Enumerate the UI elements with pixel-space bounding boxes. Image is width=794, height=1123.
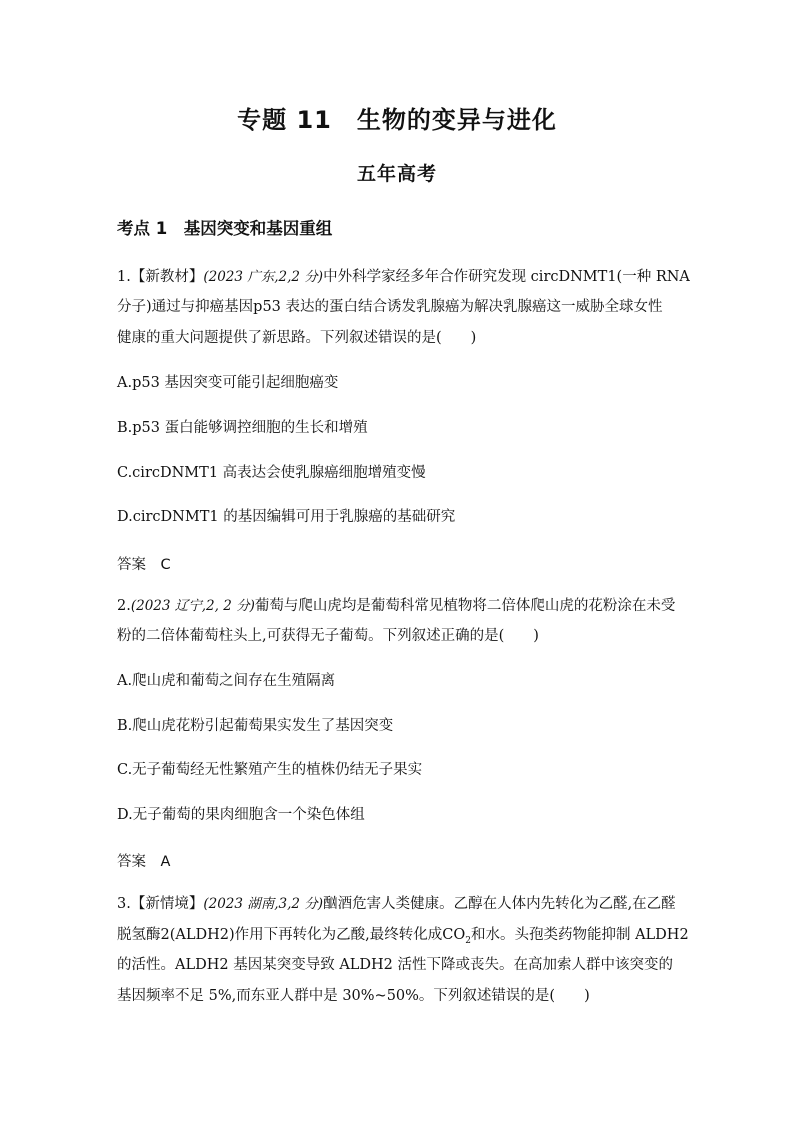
question-2-text-1: 葡萄与爬山虎均是葡萄科常见植物将二倍体爬山虎的花粉涂在未受 xyxy=(254,598,676,614)
question-1-answer: 答案 C xyxy=(117,557,171,573)
question-3-line-4: 基因频率不足 5%,而东亚人群中是 30%~50%。下列叙述错误的是( ) xyxy=(117,988,590,1004)
question-2-line-2: 粉的二倍体葡萄柱头上,可获得无子葡萄。下列叙述正确的是( ) xyxy=(117,628,539,644)
question-3-text-1: 酗酒危害人类健康。乙醇在人体内先转化为乙醛,在乙醛 xyxy=(323,896,676,912)
question-2-tag: 2. xyxy=(117,598,131,614)
question-3-text-2b: 和水。头孢类药物能抑制 ALDH2 xyxy=(470,927,689,943)
question-1-option-d: D.circDNMT1 的基因编辑可用于乳腺癌的基础研究 xyxy=(117,509,456,525)
question-3-source: (2023 湖南,3,2 分) xyxy=(203,896,324,912)
question-2-line-1 xyxy=(117,597,675,615)
question-1-text-1: 中外科学家经多年合作研究发现 circDNMT1(一种 RNA xyxy=(323,269,690,285)
question-2-source: (2023 辽宁,2, 2 分) xyxy=(130,598,255,614)
question-3-line-2 xyxy=(117,926,689,950)
question-1-line-1 xyxy=(117,268,690,286)
page-subtitle: 五年高考 xyxy=(356,163,437,185)
question-2-answer: 答案 A xyxy=(117,854,171,870)
question-3-line-1 xyxy=(117,895,676,913)
question-2-option-a: A.爬山虎和葡萄之间存在生殖隔离 xyxy=(117,673,336,689)
question-3-text-2a: 脱氢酶2(ALDH2)作用下再转化为乙酸,最终转化成CO xyxy=(117,927,466,943)
question-2-option-c: C.无子葡萄经无性繁殖产生的植株仍结无子果实 xyxy=(117,762,423,778)
question-1-option-a: A.p53 基因突变可能引起细胞癌变 xyxy=(117,375,339,391)
question-1-line-3: 健康的重大问题提供了新思路。下列叙述错误的是( ) xyxy=(117,330,477,346)
question-1-source: (2023 广东,2,2 分) xyxy=(203,269,324,285)
page-title: 专题 11 生物的变异与进化 xyxy=(237,106,557,134)
question-2-option-d: D.无子葡萄的果肉细胞含一个染色体组 xyxy=(117,807,365,823)
co2-subscript: 2 xyxy=(465,935,471,946)
question-1-option-c: C.circDNMT1 高表达会使乳腺癌细胞增殖变慢 xyxy=(117,465,426,481)
question-1-line-2: 分子)通过与抑癌基因p53 表达的蛋白结合诱发乳腺癌为解决乳腺癌这一威胁全球女性 xyxy=(117,299,663,315)
question-3-line-3: 的活性。ALDH2 基因某突变导致 ALDH2 活性下降或丧失。在高加索人群中该突变的 xyxy=(117,957,674,973)
question-2-option-b: B.爬山虎花粉引起葡萄果实发生了基因突变 xyxy=(117,718,394,734)
question-3-tag: 3.【新情境】 xyxy=(117,896,204,912)
section-heading: 考点 1 基因突变和基因重组 xyxy=(117,219,333,238)
question-1-option-b: B.p53 蛋白能够调控细胞的生长和增殖 xyxy=(117,420,368,436)
question-1-tag: 1.【新教材】 xyxy=(117,269,204,285)
